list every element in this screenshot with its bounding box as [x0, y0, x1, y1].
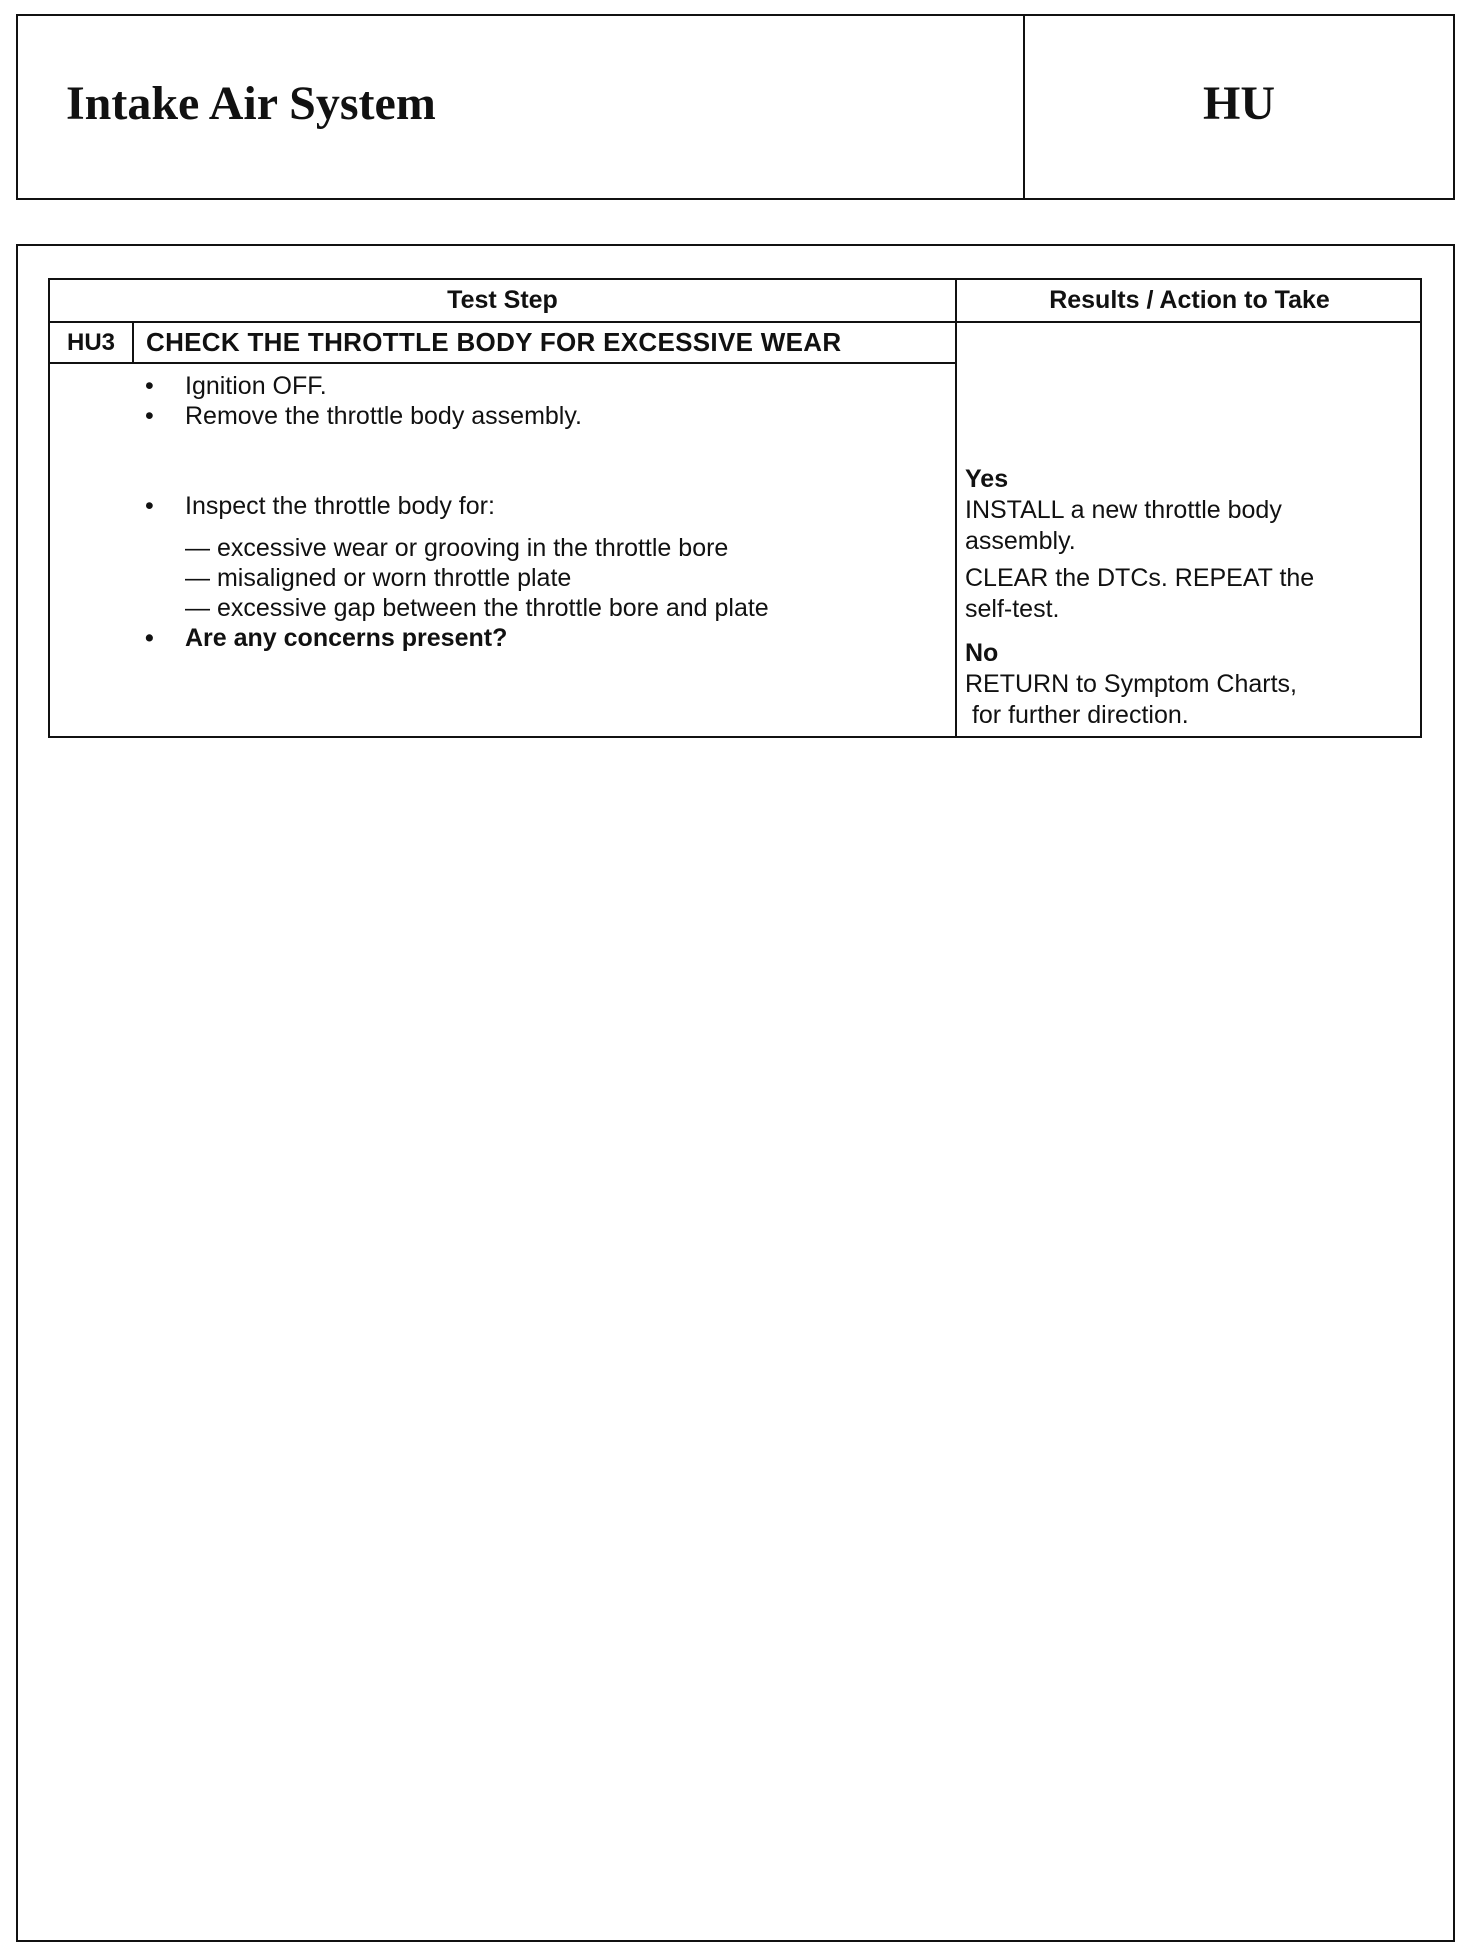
bullet-icon: • [145, 402, 154, 430]
yes-action-line: CLEAR the DTCs. REPEAT the [965, 564, 1315, 592]
bullet-text: Remove the throttle body assembly. [185, 402, 582, 430]
bullet-icon: • [145, 624, 154, 652]
bullet-icon: • [145, 372, 154, 400]
header-code-cell [1025, 16, 1453, 198]
bullet-text: Ignition OFF. [185, 372, 327, 400]
list-item [145, 492, 495, 521]
bullet-icon: • [145, 492, 154, 520]
step-title: CHECK THE THROTTLE BODY FOR EXCESSIVE WEAR [146, 327, 842, 357]
diagnostic-table [48, 278, 1422, 738]
sub-list-item: — excessive gap between the throttle bore and plate [185, 594, 769, 622]
column-divider [955, 280, 957, 736]
yes-action-line: self-test. [965, 595, 1060, 623]
section-code: HU [1203, 76, 1275, 130]
list-item [145, 372, 327, 401]
question-text: Are any concerns present? [185, 624, 508, 652]
page-header [16, 14, 1455, 200]
no-label: No [965, 639, 999, 667]
yes-action-line: assembly. [965, 527, 1076, 555]
no-block [965, 638, 1415, 731]
yes-label: Yes [965, 465, 1009, 493]
step-id-divider [132, 321, 134, 362]
no-action-line: for further direction. [965, 701, 1189, 729]
no-action-line: RETURN to Symptom Charts, [965, 670, 1298, 698]
page-title: Intake Air System [66, 76, 436, 130]
column-header-test-step: Test Step [447, 286, 558, 314]
bullet-text: Inspect the throttle body for: [185, 492, 495, 520]
column-header-results: Results / Action to Take [1049, 286, 1330, 314]
question-item [145, 624, 507, 653]
list-item [145, 402, 582, 431]
header-title-cell [18, 16, 1025, 198]
yes-block [965, 464, 1415, 625]
sub-list-item: — misaligned or worn throttle plate [185, 564, 572, 592]
sub-list-item: — excessive wear or grooving in the throttle bore [185, 534, 729, 562]
step-row-divider [50, 362, 955, 364]
yes-action-line: INSTALL a new throttle body [965, 496, 1282, 524]
step-id: HU3 [66, 328, 115, 356]
